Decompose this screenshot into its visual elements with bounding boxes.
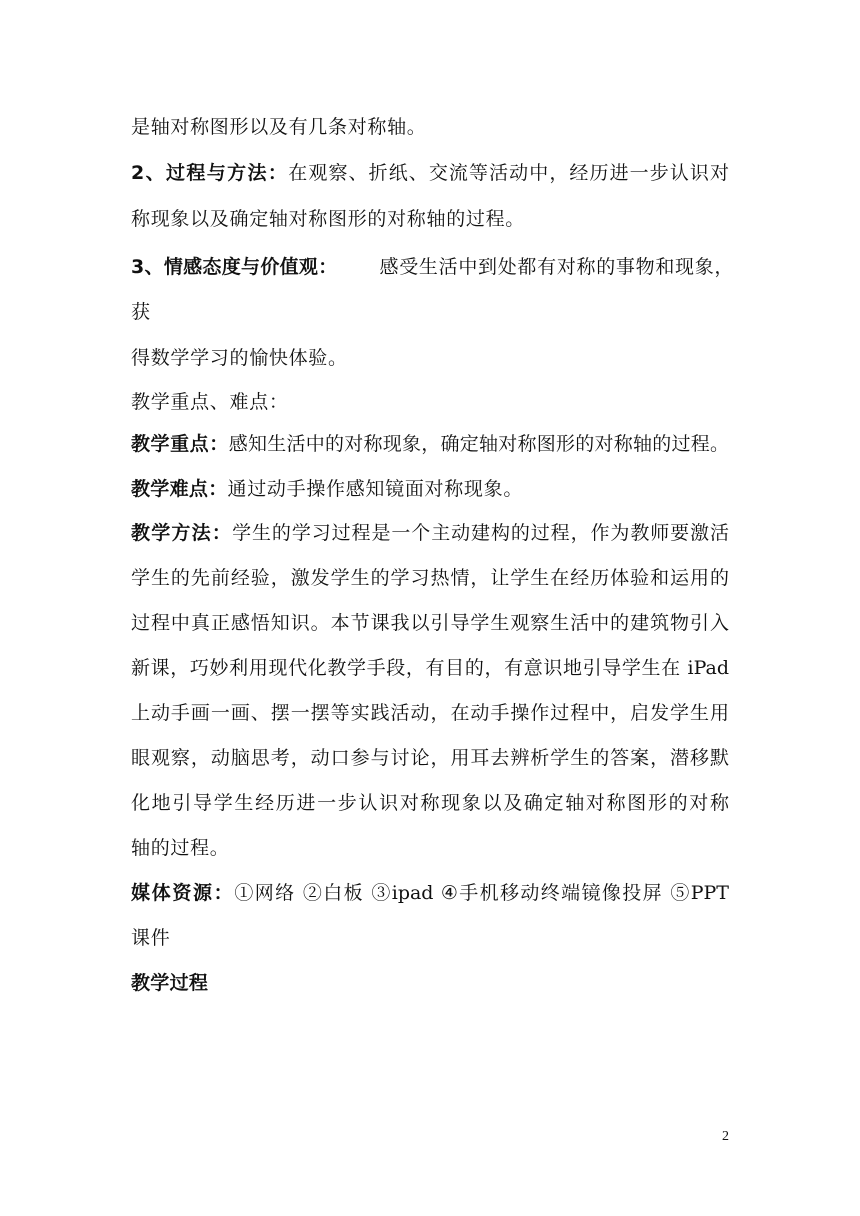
section-heading-line [131, 253, 734, 281]
text-line [131, 113, 427, 141]
line-text: 轴的过程。 [131, 837, 230, 859]
text-line [131, 564, 729, 592]
text-line [131, 654, 729, 682]
line-text: 获 [131, 301, 151, 323]
line-text: 得数学学习的愉快体验。 [131, 347, 348, 369]
section-heading-line [131, 430, 729, 458]
text-line [131, 205, 525, 233]
text-line [131, 834, 230, 862]
text-line [131, 789, 729, 817]
text-line [131, 344, 348, 372]
line-text: 眼观察，动脑思考，动口参与讨论，用耳去辨析学生的答案，潜移默 [131, 747, 729, 769]
line-text: 学生的学习过程是一个主动建构的过程，作为教师要激活 [232, 522, 729, 544]
line-text: 称现象以及确定轴对称图形的对称轴的过程。 [131, 208, 526, 230]
section-heading-line [131, 475, 523, 503]
line-text: 过程中真正感悟知识。本节课我以引导学生观察生活中的建筑物引入 [131, 612, 729, 634]
page-number: 2 [722, 1129, 729, 1144]
line-text: 上动手画一画、摆一摆等实践活动，在动手操作过程中，启发学生用 [131, 702, 729, 724]
section-heading-line [131, 969, 208, 997]
line-text: 课件 [131, 927, 171, 949]
section-heading: 教学重点： [131, 433, 229, 455]
section-heading: 3、情感态度与价值观： [131, 256, 338, 278]
text-line [131, 699, 729, 727]
line-text: 新课，巧妙利用现代化教学手段，有目的，有意识地引导学生在 iPad [131, 657, 729, 679]
text-line [131, 924, 170, 952]
text-line [131, 298, 151, 326]
section-heading: 媒体资源： [131, 882, 235, 904]
section-heading: 教学方法： [131, 522, 233, 544]
text-line [131, 388, 289, 416]
line-text: 通过动手操作感知镜面对称现象。 [227, 478, 524, 500]
section-heading-line [131, 879, 729, 907]
section-heading-line [131, 519, 729, 547]
line-text: 教学重点、难点： [131, 391, 289, 413]
line-text: 学生的先前经验，激发学生的学习热情，让学生在经历体验和运用的 [131, 567, 729, 589]
section-heading: 2、过程与方法： [131, 162, 289, 184]
section-heading: 教学过程 [131, 972, 209, 994]
line-text: 是轴对称图形以及有几条对称轴。 [131, 116, 427, 138]
line-text: 在观察、折纸、交流等活动中，经历进一步认识对 [288, 162, 729, 184]
text-line [131, 744, 729, 772]
text-line [131, 609, 729, 637]
line-text: 感知生活中的对称现象，确定轴对称图形的对称轴的过程。 [228, 433, 729, 455]
section-heading: 教学难点： [131, 478, 228, 500]
line-text: 化地引导学生经历进一步认识对称现象以及确定轴对称图形的对称 [131, 792, 729, 814]
line-text: 感受生活中到处都有对称的事物和现象， [379, 256, 735, 278]
line-text: ①网络 ②白板 ③ipad ④手机移动终端镜像投屏 ⑤PPT [234, 882, 729, 904]
section-heading-line [131, 159, 729, 187]
